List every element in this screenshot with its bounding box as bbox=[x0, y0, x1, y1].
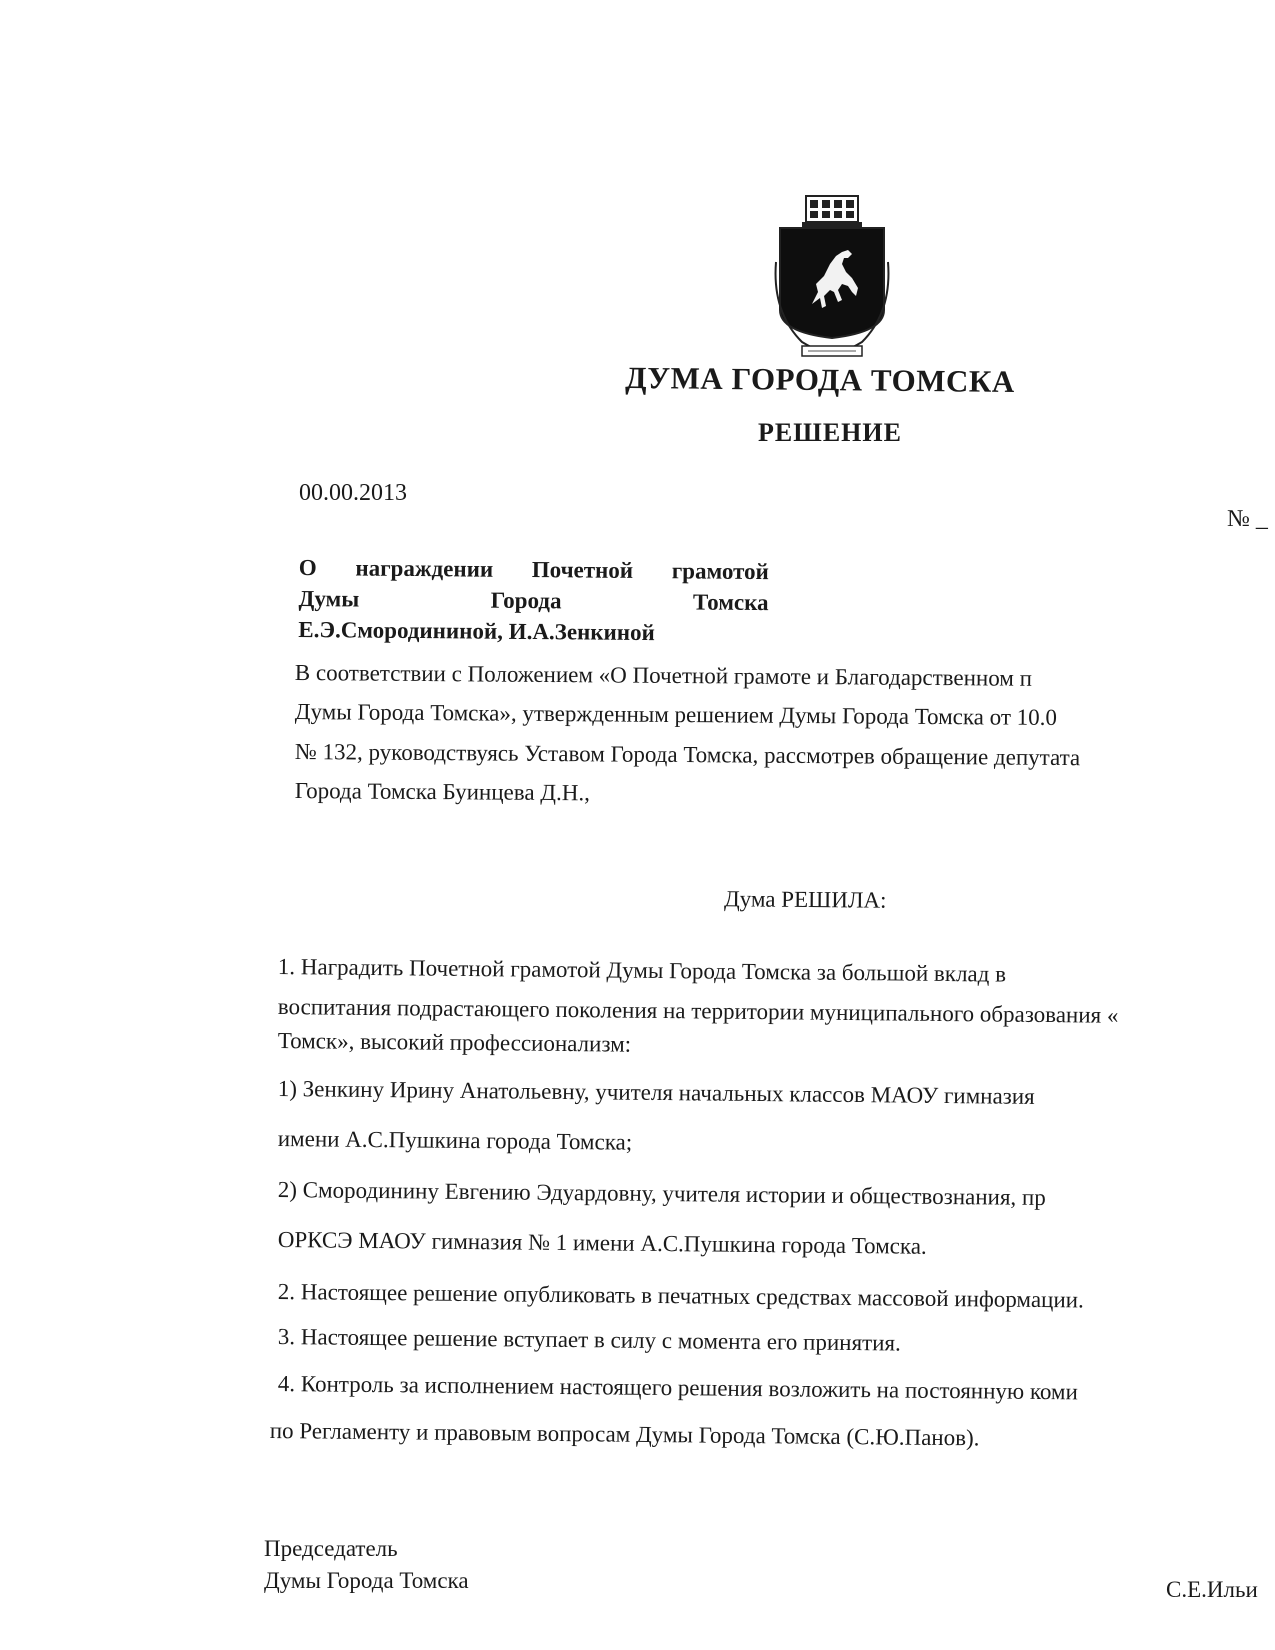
preamble-line: Города Томска Буинцева Д.Н., bbox=[294, 777, 590, 806]
decision-item-line: по Регламенту и правовым вопросам Думы Города Томска (С.Ю.Панов). bbox=[269, 1417, 980, 1451]
decision-item-line: 3. Настоящее решение вступает в силу с момента его принятия. bbox=[277, 1323, 901, 1356]
signature-title-line-2: Думы Города Томска bbox=[264, 1568, 469, 1593]
preamble-line: В соответствии с Положением «О Почетной грамоте и Благодарственном п bbox=[294, 659, 1033, 691]
subject-line-1 bbox=[299, 552, 769, 587]
signature-title bbox=[264, 1533, 469, 1597]
decision-item-line: 2) Смородинину Евгению Эдуардовну, учителя истории и обществознания, пр bbox=[277, 1176, 1046, 1211]
preamble-line: Думы Города Томска», утвержденным решением Думы Города Томска от 10.0 bbox=[294, 698, 1058, 730]
signature-name: С.Е.Ильи bbox=[1166, 1577, 1258, 1602]
decision-item-line: Томск», высокий профессионализм: bbox=[277, 1027, 632, 1057]
subject-line-3: Е.Э.Смородининой, И.А.Зенкиной bbox=[298, 616, 655, 646]
signature-title-line-1: Председатель bbox=[264, 1536, 398, 1561]
decision-heading: Дума РЕШИЛА: bbox=[723, 886, 887, 913]
coat-of-arms-icon bbox=[772, 192, 892, 362]
decision-item-line: 4. Контроль за исполнением настоящего решения возложить на постоянную коми bbox=[277, 1370, 1078, 1405]
subject-word: Думы bbox=[298, 585, 360, 612]
subject-word: Томска bbox=[692, 589, 769, 616]
subject-word: Почетной bbox=[531, 557, 634, 583]
subject-word: награждении bbox=[355, 555, 494, 582]
document-type: РЕШЕНИЕ bbox=[758, 418, 902, 447]
decision-item-line: 1. Наградить Почетной грамотой Думы Города Томска за большой вклад в bbox=[277, 953, 1007, 987]
ribbon-icon bbox=[802, 346, 862, 356]
decision-item-line: воспитания подрастающего поколения на территории муниципального образования « bbox=[277, 993, 1119, 1028]
decision-item-line: ОРКСЭ МАОУ гимназия № 1 имени А.С.Пушкина города Томска. bbox=[277, 1226, 927, 1259]
subject-line-2 bbox=[298, 583, 768, 618]
subject-word: Города bbox=[490, 587, 562, 614]
crown-icon bbox=[802, 196, 862, 227]
subject-word: О bbox=[298, 554, 317, 581]
shield-icon bbox=[780, 228, 884, 338]
decision-item-line: 1) Зенкину Ирину Анатольевну, учителя начальных классов МАОУ гимназия bbox=[277, 1075, 1035, 1109]
document-number: № _ bbox=[1227, 506, 1268, 532]
subject-block bbox=[298, 552, 769, 649]
subject-word: грамотой bbox=[671, 558, 769, 585]
issuer-title: ДУМА ГОРОДА ТОМСКА bbox=[625, 359, 1015, 400]
decision-item-line: 2. Настоящее решение опубликовать в печатных средствах массовой информации. bbox=[277, 1278, 1084, 1313]
document-date: 00.00.2013 bbox=[299, 480, 407, 506]
decision-item-line: имени А.С.Пушкина города Томска; bbox=[277, 1125, 633, 1155]
preamble-line: № 132, руководствуясь Уставом Города Томска, рассмотрев обращение депутата bbox=[294, 738, 1081, 771]
